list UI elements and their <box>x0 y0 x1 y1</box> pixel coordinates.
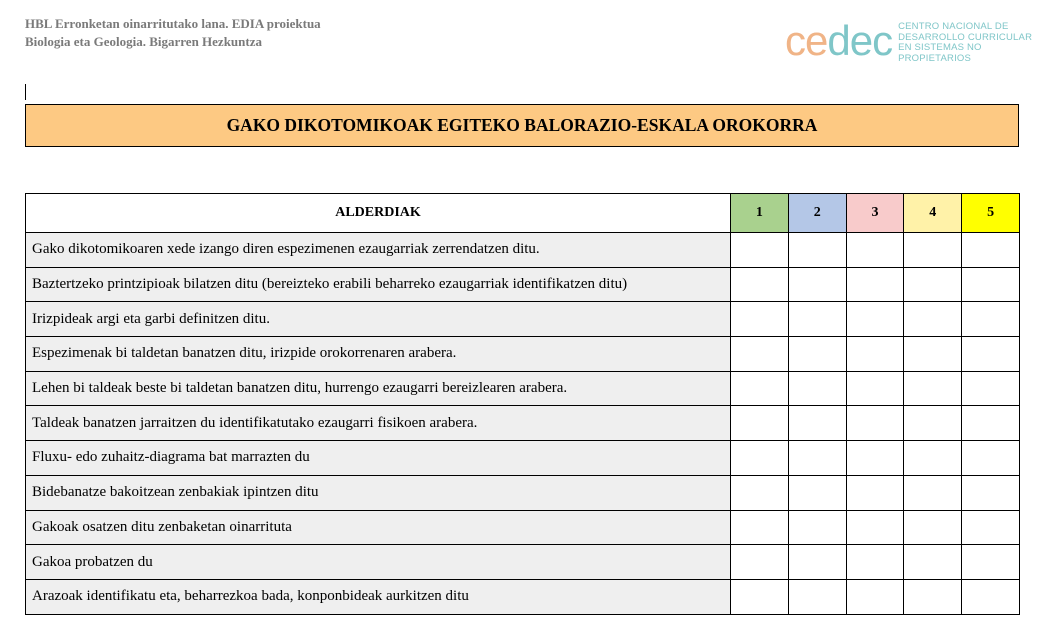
score-cell-1[interactable] <box>731 302 789 337</box>
score-cell-1[interactable] <box>731 337 789 372</box>
score-cell-4[interactable] <box>904 545 962 580</box>
score-cell-1[interactable] <box>731 510 789 545</box>
score-cell-5[interactable] <box>962 302 1020 337</box>
score-cell-2[interactable] <box>788 337 846 372</box>
logo-subtitle: CENTRO NACIONAL DE DESARROLLO CURRICULAR EN SISTEMAS NO PROPIETARIOS <box>898 21 1033 64</box>
score-cell-2[interactable] <box>788 510 846 545</box>
score-cell-3[interactable] <box>846 371 904 406</box>
score-header-3: 3 <box>846 194 904 233</box>
criterion-cell: Lehen bi taldeak beste bi taldetan banatzen ditu, hurrengo ezaugarri bereizlearen arabera. <box>26 371 731 406</box>
score-cell-3[interactable] <box>846 579 904 614</box>
score-cell-1[interactable] <box>731 406 789 441</box>
score-cell-4[interactable] <box>904 475 962 510</box>
score-cell-1[interactable] <box>731 267 789 302</box>
table-row <box>26 371 1020 406</box>
score-cell-4[interactable] <box>904 510 962 545</box>
score-header-2: 2 <box>788 194 846 233</box>
criterion-cell: Bidebanatze bakoitzean zenbakiak ipintzen ditu <box>26 475 731 510</box>
score-cell-4[interactable] <box>904 233 962 268</box>
score-cell-2[interactable] <box>788 302 846 337</box>
score-cell-1[interactable] <box>731 579 789 614</box>
score-cell-1[interactable] <box>731 233 789 268</box>
table-row <box>26 233 1020 268</box>
score-cell-3[interactable] <box>846 406 904 441</box>
column-header-aspects: ALDERDIAK <box>26 194 731 233</box>
table-row <box>26 510 1020 545</box>
criterion-cell: Espezimenak bi taldetan banatzen ditu, irizpide orokorrenaren arabera. <box>26 337 731 372</box>
score-cell-3[interactable] <box>846 441 904 476</box>
score-cell-4[interactable] <box>904 579 962 614</box>
score-header-1: 1 <box>731 194 789 233</box>
score-cell-2[interactable] <box>788 371 846 406</box>
score-cell-2[interactable] <box>788 545 846 580</box>
score-cell-4[interactable] <box>904 441 962 476</box>
score-cell-5[interactable] <box>962 371 1020 406</box>
score-cell-3[interactable] <box>846 267 904 302</box>
score-header-4: 4 <box>904 194 962 233</box>
criterion-cell: Fluxu- edo zuhaitz-diagrama bat marrazten du <box>26 441 731 476</box>
score-cell-3[interactable] <box>846 337 904 372</box>
criterion-cell: Gako dikotomikoaren xede izango diren espezimenen ezaugarriak zerrendatzen ditu. <box>26 233 731 268</box>
text-cursor <box>25 84 26 100</box>
table-row <box>26 267 1020 302</box>
criterion-cell: Irizpideak argi eta garbi definitzen ditu. <box>26 302 731 337</box>
score-cell-1[interactable] <box>731 545 789 580</box>
score-cell-3[interactable] <box>846 302 904 337</box>
score-cell-1[interactable] <box>731 441 789 476</box>
table-header-row <box>26 194 1020 233</box>
score-cell-5[interactable] <box>962 441 1020 476</box>
table-row <box>26 545 1020 580</box>
score-cell-5[interactable] <box>962 579 1020 614</box>
score-cell-2[interactable] <box>788 267 846 302</box>
criterion-cell: Gakoa probatzen du <box>26 545 731 580</box>
cedec-logo <box>785 17 1040 64</box>
header-line-1: HBL Erronketan oinarritutako lana. EDIA proiektua <box>25 16 321 31</box>
score-cell-4[interactable] <box>904 302 962 337</box>
criterion-cell: Arazoak identifikatu eta, beharrezkoa bada, konponbideak aurkitzen ditu <box>26 579 731 614</box>
criterion-cell: Gakoak osatzen ditu zenbaketan oinarrituta <box>26 510 731 545</box>
score-cell-1[interactable] <box>731 371 789 406</box>
score-cell-2[interactable] <box>788 233 846 268</box>
score-cell-5[interactable] <box>962 475 1020 510</box>
score-header-5: 5 <box>962 194 1020 233</box>
table-row <box>26 579 1020 614</box>
logo-wordmark: cedec <box>785 17 893 64</box>
table-row <box>26 475 1020 510</box>
header-line-2: Biologia eta Geologia. Bigarren Hezkuntza <box>25 34 262 49</box>
score-cell-2[interactable] <box>788 441 846 476</box>
document-header <box>25 15 321 51</box>
rating-scale-table <box>25 193 1020 615</box>
score-cell-4[interactable] <box>904 371 962 406</box>
page-title: GAKO DIKOTOMIKOAK EGITEKO BALORAZIO-ESKALA OROKORRA <box>25 104 1019 147</box>
score-cell-4[interactable] <box>904 267 962 302</box>
score-cell-5[interactable] <box>962 267 1020 302</box>
score-cell-5[interactable] <box>962 406 1020 441</box>
score-cell-5[interactable] <box>962 337 1020 372</box>
score-cell-2[interactable] <box>788 579 846 614</box>
criterion-cell: Taldeak banatzen jarraitzen du identifikatutako ezaugarri fisikoen arabera. <box>26 406 731 441</box>
score-cell-5[interactable] <box>962 510 1020 545</box>
criterion-cell: Baztertzeko printzipioak bilatzen ditu (bereizteko erabili beharreko ezaugarriak identifikatzen ditu) <box>26 267 731 302</box>
table-row <box>26 337 1020 372</box>
score-cell-2[interactable] <box>788 406 846 441</box>
score-cell-3[interactable] <box>846 233 904 268</box>
score-cell-4[interactable] <box>904 337 962 372</box>
score-cell-3[interactable] <box>846 545 904 580</box>
score-cell-5[interactable] <box>962 233 1020 268</box>
table-row <box>26 406 1020 441</box>
score-cell-3[interactable] <box>846 475 904 510</box>
score-cell-4[interactable] <box>904 406 962 441</box>
score-cell-2[interactable] <box>788 475 846 510</box>
score-cell-5[interactable] <box>962 545 1020 580</box>
table-row <box>26 302 1020 337</box>
table-row <box>26 441 1020 476</box>
score-cell-3[interactable] <box>846 510 904 545</box>
score-cell-1[interactable] <box>731 475 789 510</box>
